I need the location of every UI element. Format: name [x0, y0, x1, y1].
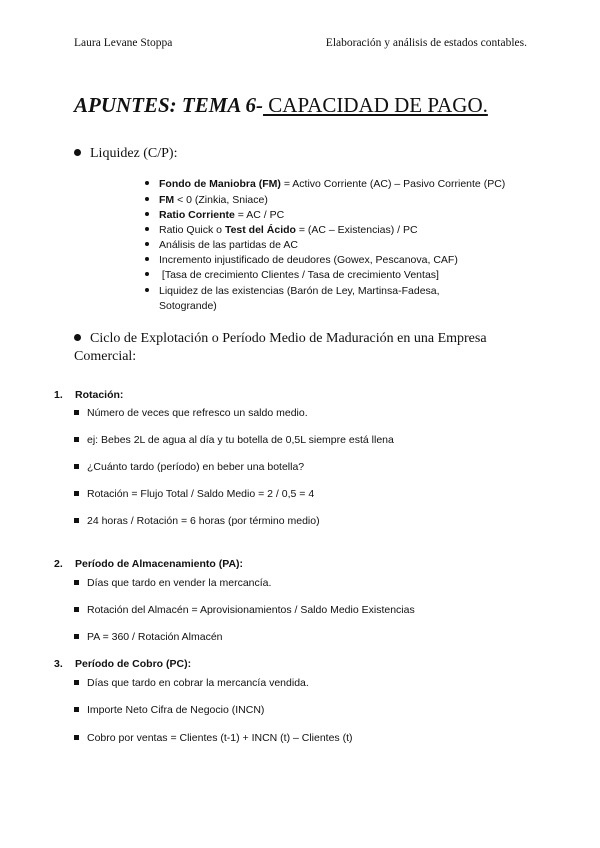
- item-text: = Activo Corriente (AC) – Pasivo Corriente (PC): [280, 178, 506, 190]
- square-bullet-icon: [74, 680, 79, 685]
- square-bullet-icon: [74, 607, 79, 612]
- section-title: Rotación:: [75, 389, 124, 401]
- list-item: [145, 224, 418, 236]
- list-item: [145, 194, 268, 206]
- item-text: Rotación = Flujo Total / Saldo Medio = 2 / 0,5 = 4: [87, 488, 315, 500]
- section-title: Período de Cobro (PC):: [75, 658, 192, 670]
- list-item: [74, 631, 223, 643]
- ciclo-heading-text: Ciclo de Explotación o Período Medio de Maduración en una Empresa: [90, 331, 487, 346]
- square-bullet-icon: [74, 580, 79, 585]
- item-text: Rotación del Almacén = Aprovisionamientos / Saldo Medio Existencias: [87, 604, 415, 616]
- section-number: 3.: [54, 658, 63, 670]
- list-item: [74, 704, 264, 716]
- item-bold: Ratio Corriente: [159, 209, 235, 221]
- item-text: Incremento injustificado de deudores (Gowex, Pescanova, CAF): [159, 254, 458, 266]
- square-bullet-icon: [74, 464, 79, 469]
- list-item: [145, 254, 458, 266]
- item-text: 24 horas / Rotación = 6 horas (por término medio): [87, 515, 320, 527]
- list-item: [74, 407, 308, 419]
- bullet-icon: [145, 227, 149, 231]
- square-bullet-icon: [74, 634, 79, 639]
- list-item: [74, 488, 314, 500]
- page-title: [74, 93, 488, 118]
- item-text: ej: Bebes 2L de agua al día y tu botella de 0,5L siempre está llena: [87, 434, 394, 446]
- list-item: [74, 461, 304, 473]
- section-number: 1.: [54, 389, 63, 401]
- item-text: PA = 360 / Rotación Almacén: [87, 631, 223, 643]
- section-heading-almacenamiento: [54, 558, 243, 570]
- square-bullet-icon: [74, 410, 79, 415]
- square-bullet-icon: [74, 437, 79, 442]
- bullet-icon: [145, 288, 149, 292]
- item-text: Cobro por ventas = Clientes (t-1) + INCN (t) – Clientes (t): [87, 732, 353, 744]
- item-text: [Tasa de crecimiento Clientes / Tasa de crecimiento Ventas]: [159, 269, 439, 281]
- item-text: Importe Neto Cifra de Negocio (INCN): [87, 704, 265, 716]
- liquidez-heading-text: Liquidez (C/P):: [90, 146, 178, 161]
- item-text: Días que tardo en vender la mercancía.: [87, 577, 272, 589]
- list-item: [145, 285, 440, 297]
- item-text: Análisis de las partidas de AC: [159, 239, 298, 251]
- bullet-icon: [145, 272, 149, 276]
- bullet-icon: [145, 197, 149, 201]
- section-title: Período de Almacenamiento (PA):: [75, 558, 244, 570]
- square-bullet-icon: [74, 518, 79, 523]
- list-item: [145, 239, 298, 251]
- list-item: [74, 677, 309, 689]
- bullet-icon: [74, 334, 81, 341]
- bullet-icon: [145, 212, 149, 216]
- list-item: [74, 577, 271, 589]
- section-heading-cobro: [54, 658, 191, 670]
- item-pre: Ratio Quick o: [159, 224, 225, 236]
- item-text: = AC / PC: [234, 209, 285, 221]
- title-prefix: APUNTES: TEMA 6-: [74, 93, 264, 117]
- bullet-icon: [145, 257, 149, 261]
- bullet-icon: [145, 181, 149, 185]
- ciclo-heading: [74, 331, 487, 347]
- item-bold: Test del Ácido: [224, 224, 296, 236]
- item-text: < 0 (Zinkia, Sniace): [174, 194, 268, 206]
- header-author: Laura Levane Stoppa: [74, 37, 173, 49]
- list-item: [145, 178, 505, 190]
- square-bullet-icon: [74, 491, 79, 496]
- square-bullet-icon: [74, 707, 79, 712]
- bullet-icon: [74, 149, 81, 156]
- item-bold: Fondo de Maniobra (FM): [159, 178, 281, 190]
- header-course: Elaboración y análisis de estados contables.: [325, 37, 527, 49]
- item-bold: FM: [159, 194, 175, 206]
- list-item: [74, 732, 353, 744]
- square-bullet-icon: [74, 735, 79, 740]
- item-text: Días que tardo en cobrar la mercancía vendida.: [87, 677, 309, 689]
- list-item: [145, 269, 439, 281]
- ciclo-heading-line2: Comercial:: [74, 349, 137, 364]
- title-main: CAPACIDAD DE PAGO.: [263, 93, 488, 117]
- bullet-icon: [145, 242, 149, 246]
- section-number: 2.: [54, 558, 63, 570]
- item-text: = (AC – Existencias) / PC: [295, 224, 418, 236]
- list-item: [74, 434, 394, 446]
- list-item: [74, 604, 415, 616]
- item-text: Número de veces que refresco un saldo medio.: [87, 407, 308, 419]
- section-heading-rotacion: [54, 389, 123, 401]
- list-item-continuation: Sotogrande): [159, 300, 217, 312]
- item-text: Liquidez de las existencias (Barón de Ley, Martinsa-Fadesa,: [159, 285, 440, 297]
- item-text: ¿Cuánto tardo (período) en beber una botella?: [87, 461, 305, 473]
- liquidez-heading: [74, 146, 178, 162]
- list-item: [74, 515, 320, 527]
- list-item: [145, 209, 284, 221]
